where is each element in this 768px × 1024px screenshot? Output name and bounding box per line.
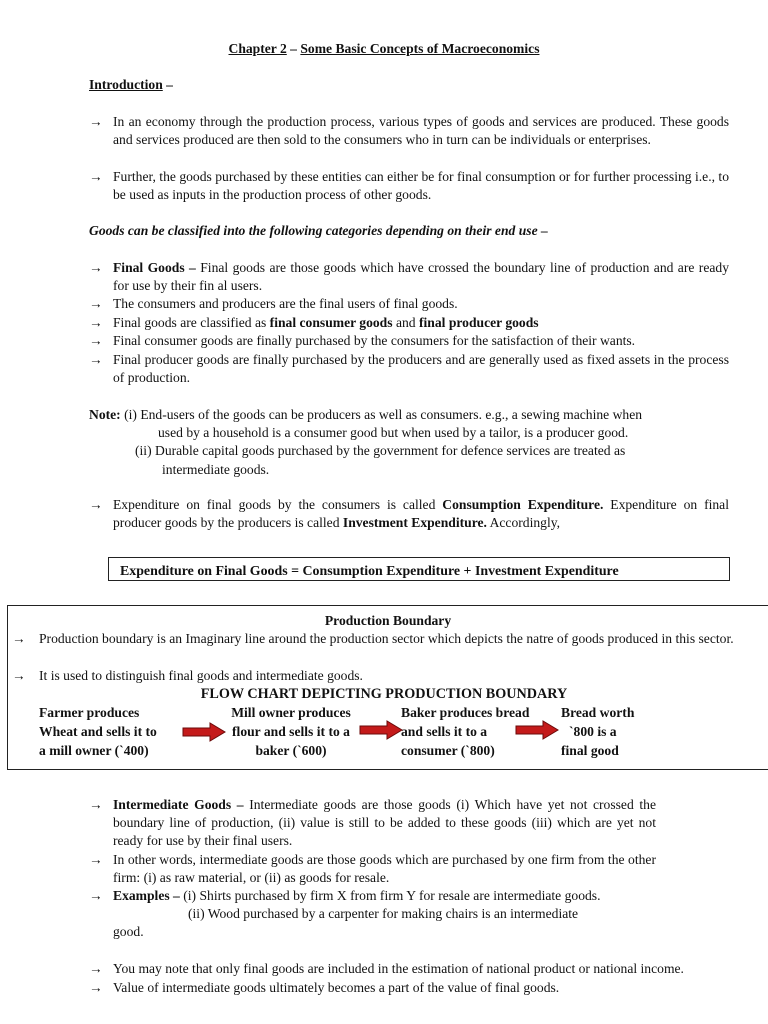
expenditure-text-a: Expenditure on final goods by the consumers is called — [113, 497, 443, 512]
production-boundary-heading: Production Boundary — [324, 613, 452, 628]
arrow-bullet-icon: → — [89, 315, 103, 330]
note-ii-line1: (ii) Durable capital goods purchased by the government for defence services are treated as — [135, 443, 626, 459]
investment-expenditure-term: Investment Expenditure. — [342, 515, 487, 531]
flow-step-final-good — [561, 703, 634, 760]
flow-arrow-3-icon — [515, 720, 559, 740]
final-goods-point-2 — [89, 295, 729, 313]
arrow-bullet-icon: → — [89, 260, 103, 275]
boundary-point-2 — [12, 667, 762, 685]
flow-step-mill-owner — [216, 703, 366, 760]
chapter-number: Chapter 2 — [228, 41, 287, 56]
flow-step-line: consumer (`800) — [401, 743, 495, 758]
arrow-bullet-icon: → — [89, 352, 103, 367]
final-goods-point-text: Final producer goods are finally purchased by the producers and are generally used as fixed assets in the process of production. — [113, 352, 729, 386]
example-ii-text: (ii) Wood purchased by a carpenter for making chairs is an intermediate — [188, 906, 579, 922]
conjunction-text: and — [392, 315, 419, 330]
flow-arrow-1-icon — [182, 722, 226, 742]
examples-label: Examples – — [113, 888, 180, 903]
final-goods-point-text: The consumers and producers are the final users of final goods. — [113, 296, 458, 311]
final-goods-term: Final Goods – — [113, 260, 196, 275]
page-title — [0, 40, 768, 58]
equation-text: Expenditure on Final Goods = Consumption Expenditure + Investment Expenditure — [120, 564, 619, 579]
note-label: Note: — [89, 407, 121, 422]
intro-point-text: In an economy through the production process, various types of goods and services are produced. These goods and services produced are then sold to the consumers who in turn can be individuals or enterprises. — [113, 114, 729, 148]
intermediate-goods-point-2 — [89, 851, 656, 887]
consumption-expenditure-term: Consumption Expenditure. — [442, 497, 604, 512]
final-goods-point-5 — [89, 351, 729, 387]
closing-point-text: You may note that only final goods are included in the estimation of national product or national income. — [113, 961, 684, 976]
flow-step-line: `800 is a — [569, 724, 617, 739]
intro-point-2 — [89, 168, 729, 204]
flow-step-farmer — [39, 703, 157, 760]
flow-arrow-2-icon — [359, 720, 403, 740]
intermediate-goods-definition-text: Intermediate goods are those goods (i) Which have yet not crossed the boundary line of production, (ii) value is still to be added to these goods (iii) which are yet not ready for use by their final users. — [113, 797, 657, 849]
chapter-topic: Some Basic Concepts of Macroeconomics — [300, 41, 540, 56]
flow-step-line: and sells it to a — [401, 724, 488, 739]
introduction-dash: – — [162, 77, 173, 92]
expenditure-text-c: Expenditure on final producer goods by the producers is called — [113, 497, 729, 531]
intermediate-goods-point-text: In other words, intermediate goods are those goods which are purchased by one firm from the other firm: (i) as raw material, or (ii) as goods for resale. — [113, 852, 656, 886]
arrow-bullet-icon: → — [89, 852, 103, 867]
boundary-point-text: Production boundary is an Imaginary line around the production sector which depicts the natre of goods produced in this sector. — [39, 631, 734, 646]
note-i-line2: used by a household is a consumer good but when used by a tailor, is a producer good. — [158, 425, 629, 441]
intermediate-goods-examples — [89, 887, 656, 942]
flow-step-line: baker (`600) — [255, 743, 327, 758]
flow-step-line: a mill owner (`400) — [39, 743, 149, 758]
boundary-point-1 — [12, 630, 762, 648]
classification-heading: Goods can be classified into the following categories depending on their end use – — [89, 223, 548, 238]
introduction-label: Introduction — [89, 77, 163, 92]
expenditure-text-d: Accordingly, — [486, 515, 561, 531]
arrow-bullet-icon: → — [89, 797, 103, 812]
final-goods-definition-text: Final goods are those goods which have crossed the boundary line of production and are ready for use by their fin al users. — [113, 260, 729, 294]
flow-step-line: Farmer produces — [39, 705, 140, 720]
final-consumer-goods-term: final consumer goods — [269, 315, 393, 330]
boundary-point-text: It is used to distinguish final goods and intermediate goods. — [39, 668, 363, 683]
intermediate-goods-definition — [89, 796, 656, 851]
arrow-bullet-icon: → — [89, 169, 103, 184]
example-i-text: (i) Shirts purchased by firm X from firm Y for resale are intermediate goods. — [179, 888, 601, 903]
example-ii-end: good. — [113, 924, 144, 940]
final-producer-goods-term: final producer goods — [418, 315, 539, 330]
title-dash: – — [286, 41, 301, 56]
final-goods-definition — [89, 259, 729, 295]
arrow-bullet-icon: → — [89, 333, 103, 348]
expenditure-point — [89, 496, 729, 532]
arrow-bullet-icon: → — [89, 114, 103, 129]
arrow-bullet-icon: → — [89, 980, 103, 995]
note-ii-line2: intermediate goods. — [162, 461, 270, 477]
arrow-bullet-icon: → — [89, 888, 103, 903]
flow-step-line: final good — [561, 743, 619, 758]
arrow-bullet-icon: → — [89, 961, 103, 976]
arrow-bullet-icon: → — [89, 296, 103, 311]
arrow-bullet-icon: → — [12, 668, 26, 683]
final-goods-point-3 — [89, 314, 729, 332]
introduction-heading — [89, 76, 173, 94]
flow-step-line: Wheat and sells it to — [39, 724, 157, 739]
arrow-bullet-icon: → — [89, 497, 103, 512]
arrow-bullet-icon: → — [12, 631, 26, 646]
final-goods-point-text: Final consumer goods are finally purchased by the consumers for the satisfaction of their wants. — [113, 333, 636, 348]
equation-box — [108, 557, 730, 581]
flow-step-line: flour and sells it to a — [232, 724, 350, 739]
closing-point-1 — [89, 960, 759, 978]
production-boundary-box — [7, 605, 768, 770]
final-goods-point-text: Final goods are classified as — [113, 315, 270, 330]
note-i-line1: (i) End-users of the goods can be producers as well as consumers. e.g., a sewing machine when — [120, 407, 643, 422]
closing-point-2 — [89, 979, 729, 997]
flow-step-line: Bread worth — [561, 705, 635, 720]
final-goods-point-4 — [89, 332, 729, 350]
intro-point-1 — [89, 113, 729, 149]
flow-step-baker — [401, 703, 529, 760]
flow-chart-title: FLOW CHART DEPICTING PRODUCTION BOUNDARY — [200, 686, 568, 702]
flow-step-line: Mill owner produces — [231, 705, 351, 720]
flow-step-line: Baker produces bread — [401, 705, 530, 720]
intro-point-text: Further, the goods purchased by these entities can either be for final consumption or for further processing i.e., to be used as inputs in the production process of other goods. — [113, 169, 729, 203]
intermediate-goods-term: Intermediate Goods – — [113, 797, 244, 812]
closing-point-text: Value of intermediate goods ultimately becomes a part of the value of final goods. — [113, 980, 560, 995]
note-block — [89, 406, 729, 479]
